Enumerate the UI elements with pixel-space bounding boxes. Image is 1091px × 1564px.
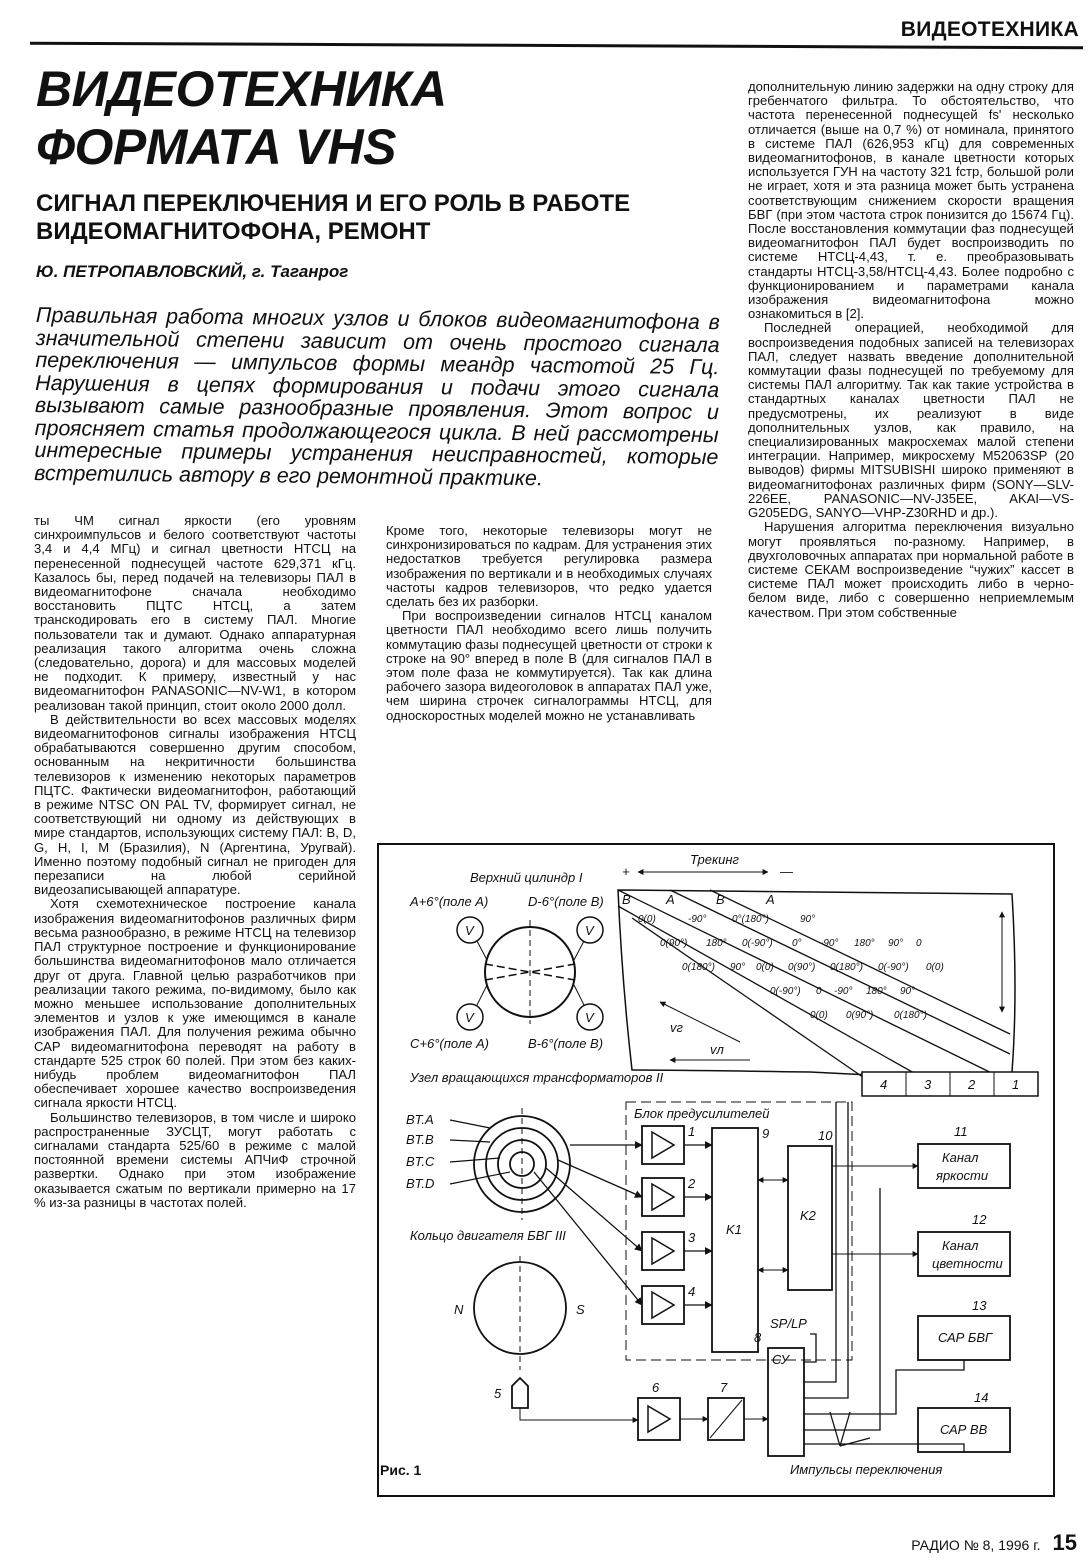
track-phase: -90°: [834, 986, 853, 997]
svg-text:V: V: [465, 1010, 474, 1025]
amp-number: 3: [688, 1230, 696, 1245]
bt-label: BT.B: [406, 1132, 434, 1147]
switch-k1: [712, 1128, 758, 1352]
chroma-channel-label: Канал: [942, 1238, 979, 1253]
sar-vv-label: САР ВВ: [940, 1422, 988, 1437]
title-line-2: ФОРМАТА VHS: [36, 119, 396, 175]
track-number: 4: [880, 1077, 888, 1092]
track-phase: 0(90°): [660, 938, 688, 949]
preamp-block-label: Блок предусилителей: [634, 1106, 770, 1121]
track-phase: 0(180°): [894, 1010, 927, 1021]
paragraph: Большинство телевизоров, в том числе и широко распространенные ЗУСЦТ, могут работать с сигналами стандарта 525/60 в режиме с малой постоянной времени системы АПЧиФ строчной развертки. Однако при этом изображение оказывается сжатым по вертикали примерно на 17 % из-за разницы в частотах полей.: [34, 1109, 356, 1210]
track-phase: 0(0): [756, 962, 774, 973]
sensor-amplifier: [638, 1398, 680, 1440]
bt-label: BT.C: [406, 1154, 435, 1169]
motor-ring-label: Кольцо двигателя БВГ III: [410, 1228, 566, 1243]
track-phase: 0°(180°): [732, 914, 769, 925]
paragraph: Хотя схемотехническое построение канала изображения видеомагнитофонов различных фирм весьма разнообразно, в режиме НТСЦ на телевизор ПАЛ структурное построение и функционирование большинства видеомагнитофонов мало отличается друг от друга. Главной целью разработчиков при реализации такого режима, по-видимому, было как можно меньшее использование дополнительных элементов и узлов к уже имеющимся в канале изображения ПАЛ. Для получения режима обычно САР видеомагнитофона переводят на работу в стандарте 525 строк 60 полей. При этом без каких-нибудь проблем видеомагнитофон ПАЛ обеспечивает хорошее качество воспроизведения сигнала яркости НТСЦ.: [34, 896, 356, 1111]
head-a-label: A+6°(поле A): [410, 894, 489, 909]
track-phase: 0: [816, 986, 822, 997]
section-tag: ВИДЕОТЕХНИКА: [900, 18, 1079, 41]
article-subtitle: СИГНАЛ ПЕРЕКЛЮЧЕНИЯ И ЕГО РОЛЬ В РАБОТЕ ВИДЕОМАГНИТОФОНА, РЕМОНТ: [36, 190, 631, 245]
luma-channel-label: Канал: [942, 1150, 979, 1165]
track-phase: 0°: [792, 938, 802, 949]
track-phase: 90°: [730, 962, 746, 973]
article-title: [36, 60, 447, 176]
track-phase: 90°: [800, 914, 816, 925]
svg-text:V: V: [465, 923, 474, 938]
track-number: 2: [968, 1077, 976, 1092]
track-field-label: A: [766, 892, 775, 907]
paragraph: В действительности во всех массовых моделях видеомагнитофонов сигналы изображения НТСЦ обрабатываются совершенно другим способом, основанным на некритичности большинства телевизоров к изменению некоторых параметров ПЦТС. Фактически видеомагнитофон, работающий в режиме NTSC ON PAL TV, формирует сигнал, не соответствующий ни одному из действующих в мире стандартов, использующих систему ПАЛ: B, D, G, H, I, M (Бразилия), N (Аргентина, Уругвай). Именно поэтому подобный сигнал не пригоден для перезаписи на любой серийной видеозаписывающей аппаратуре.: [34, 711, 356, 898]
north-pole-label: N: [454, 1302, 464, 1317]
block-number: 9: [762, 1126, 770, 1141]
track-phase: 0: [916, 938, 922, 949]
pulse-sensor: [512, 1378, 528, 1408]
track-phase: 180°: [706, 938, 727, 949]
switch-pulse-lines: [804, 1102, 964, 1452]
tracking-plus: +: [622, 864, 630, 879]
track-number: 3: [924, 1077, 932, 1092]
track-phase: -90°: [688, 914, 707, 925]
column-a: [34, 514, 356, 1210]
paragraph: При воспроизведении сигналов НТСЦ каналом цветности ПАЛ необходимо всего лишь получить коммутацию фазы поднесущей цветности от строки к строке на 90° вперед в поле B (для сигналов ПАЛ в этом поле фаза не коммутируется). Так как длина рабочего зазора видеоголовок в аппаратах ПАЛ уже, чем ширина строчек сигналограммы НТСЦ, для односкоростных моделей можно не устанавливать: [386, 608, 712, 723]
luma-channel-label: яркости: [936, 1168, 989, 1183]
svg-text:V: V: [585, 923, 594, 938]
journal-issue: РАДИО № 8, 1996 г.: [911, 1537, 1041, 1553]
tracking-label: Трекинг: [690, 852, 739, 867]
paragraph: Кроме того, некоторые телевизоры могут не синхронизироваться по кадрам. Для устранения этих недостатков требуется регулировка размера изображения по вертикали и в необходимых случаях частоты кадров телевизоров, что редко удается сделать без их разборки.: [386, 523, 712, 610]
su-label: СУ: [772, 1352, 789, 1367]
track-phase: 0(180°): [830, 962, 863, 973]
block-number: 13: [972, 1298, 987, 1313]
figure-1-diagram: [370, 842, 1060, 1500]
upper-cylinder-label: Верхний цилиндр I: [470, 870, 583, 885]
video-head-b: [574, 985, 603, 1030]
amp-number: 2: [688, 1176, 696, 1191]
head-b-label: B-6°(поле B): [528, 1036, 604, 1051]
switch-pulses-label: Импульсы переключения: [790, 1462, 943, 1477]
track-number-table: [862, 1072, 1038, 1096]
bt-label: BT.A: [406, 1112, 434, 1127]
vg-label: vг: [670, 1020, 683, 1035]
video-head-c: [457, 985, 487, 1030]
top-rule: [30, 42, 1083, 50]
track-phase: 180°: [854, 938, 875, 949]
paragraph: Последней операцией, необходимой для воспроизведения подобных записей на телевизорах ПАЛ, следует назвать введение дополнительной коммутации фазы поднесущей по требуемому для системы ПАЛ алгоритму. Так как такие устройства в стандартных каналах цветности ПАЛ не предусмотрены, их реализуют в виде дополнительных узлов, как правило, на специализированных макросхемах малой степени интеграции. Например, микросхему M52063SP (20 выводов) фирмы MITSUBISHI широко применяют в видеомагнитофонах различных фирм (SONY—SLV-226EE, PANASONIC—NV-J35EE, AKAI—VS-G205EDG, SANYO—VHP-Z30RHD и др.).: [748, 320, 1074, 521]
article-lead: Правильная работа многих узлов и блоков видеомагнитофона в значительной степени зависит от очень простого сигнала переключения — импульсов формы меандр частотой 25 Гц. Нарушения в цепях формирования и подачи этого сигнала вызывают самые разнообразные проявления. Этот вопрос и проясняет статья продолжающегося цикла. В ней рассмотрены интересные примеры устранения неисправностей, которые встретились автору в его ремонтной практике.: [34, 303, 720, 490]
column-c: [748, 80, 1074, 620]
block-number: 7: [720, 1380, 728, 1395]
track-phase: 0(-90°): [770, 986, 801, 997]
track-phase: 0(0): [810, 1010, 828, 1021]
page-footer: [911, 1530, 1077, 1556]
video-head-a: [457, 917, 487, 960]
article-author: Ю. ПЕТРОПАВЛОВСКИЙ, г. Таганрог: [36, 262, 349, 281]
block-number: 10: [818, 1128, 833, 1143]
sar-bvg-label: САР БВГ: [938, 1330, 993, 1345]
column-b: [386, 524, 712, 723]
transformer-unit-label: Узел вращающихся трансформаторов II: [410, 1070, 664, 1085]
block-number: 6: [652, 1380, 660, 1395]
track-phase: 0(90°): [788, 962, 816, 973]
track-field-label: B: [622, 892, 631, 907]
track-phase: -90°: [820, 938, 839, 949]
track-phase: 0(-90°): [742, 938, 773, 949]
track-phase: 0(-90°): [878, 962, 909, 973]
rotating-transformer: [474, 1108, 570, 1220]
video-head-d: [574, 917, 603, 960]
track-field-label: A: [666, 892, 675, 907]
bt-label: BT.D: [406, 1176, 435, 1191]
svg-text:V: V: [585, 1010, 594, 1025]
head-d-label: D-6°(поле B): [528, 894, 604, 909]
vl-label: vл: [710, 1042, 724, 1057]
block-number: 8: [754, 1330, 762, 1345]
chroma-channel-label: цветности: [932, 1256, 1003, 1271]
block-number: 11: [954, 1124, 968, 1139]
k2-label: K2: [800, 1208, 816, 1223]
track-field-label: B: [716, 892, 725, 907]
k1-label: K1: [726, 1222, 742, 1237]
amp-number: 1: [688, 1124, 696, 1139]
tracking-minus: —: [780, 864, 793, 879]
head-c-label: C+6°(поле A): [410, 1036, 490, 1051]
track-phase: 0(180°): [682, 962, 715, 973]
paragraph: Нарушения алгоритма переключения визуально могут проявляться по-разному. Например, в двухголовочных аппаратах при нормальной работе в системе СЕКАМ воспроизведение “чужих” кассет в системе ПАЛ может происходить либо в черно-белом виде, либо с совершенно неприемлемым качеством. При этом собственные: [748, 519, 1074, 620]
paragraph: дополнительную линию задержки на одну строку для гребенчатого фильтра. То обстоятельство, что частота перенесенной поднесущей fs' несколько отличается (выше на 0,7 %) от номинала, принятого в системе ПАЛ (626,953 кГц) для современных видеомагнитофонов, в канале цветности которых используется ГУН на частоту 321 fстр, большой роли не играет, хотя и эта разница может быть устранена соответствующим снижением скорости вращения БВГ (при этом частота строк понизится до 15674 Гц). После восстановления коммутации фаз поднесущей видеомагнитофон ПАЛ будет воспроизводить по системе НТСЦ-4,43, т. е. преобразовывать стандарты НТСЦ-3,58/НТСЦ-4,43. Более подробно с функционированием и параметрами канала изображения видеомагнитофона можно ознакомиться в [2].: [748, 79, 1074, 322]
sp-lp-label: SP/LP: [770, 1316, 807, 1331]
track-phase: 180°: [866, 986, 887, 997]
track-phase: 90°: [888, 938, 904, 949]
block-number: 14: [974, 1390, 989, 1405]
track-phase: 0(0): [926, 962, 944, 973]
amp-number: 4: [688, 1284, 696, 1299]
title-line-1: ВИДЕОТЕХНИКА: [36, 61, 447, 117]
track-phase: 0(0): [638, 914, 656, 925]
track-phase: 0(90°): [846, 1010, 874, 1021]
paragraph: ты ЧМ сигнал яркости (его уровням синхроимпульсов и белого соответствуют частоты 3,4 и 4,4 МГц) и сигнал цветности НТСЦ на перенесенной поднесущей частоте 629,371 кГц. Казалось бы, перед подачей на телевизоры ПАЛ в видеомагнитофоне сначала необходимо восстановить ПЦТС НТСЦ, а затем транскодировать его в систему ПАЛ. Многие пользователи так и думают. Однако аппаратурная реализация такого алгоритма очень сложна (следовательно, дорога) и для массовых моделей не подходит. К примеру, известный у нас видеомагнитофон PANASONIC—NV-W1, в котором реализован такой принцип, стоит около 2000 долл.: [34, 513, 356, 713]
block-number: 5: [494, 1386, 502, 1401]
track-phase: 90°: [900, 986, 916, 997]
preamp-amplifiers: [642, 1126, 684, 1324]
page-number: 15: [1052, 1530, 1077, 1555]
figure-caption: Рис. 1: [380, 1462, 422, 1478]
south-pole-label: S: [576, 1302, 585, 1317]
block-number: 12: [972, 1212, 987, 1227]
track-number: 1: [1012, 1077, 1020, 1092]
